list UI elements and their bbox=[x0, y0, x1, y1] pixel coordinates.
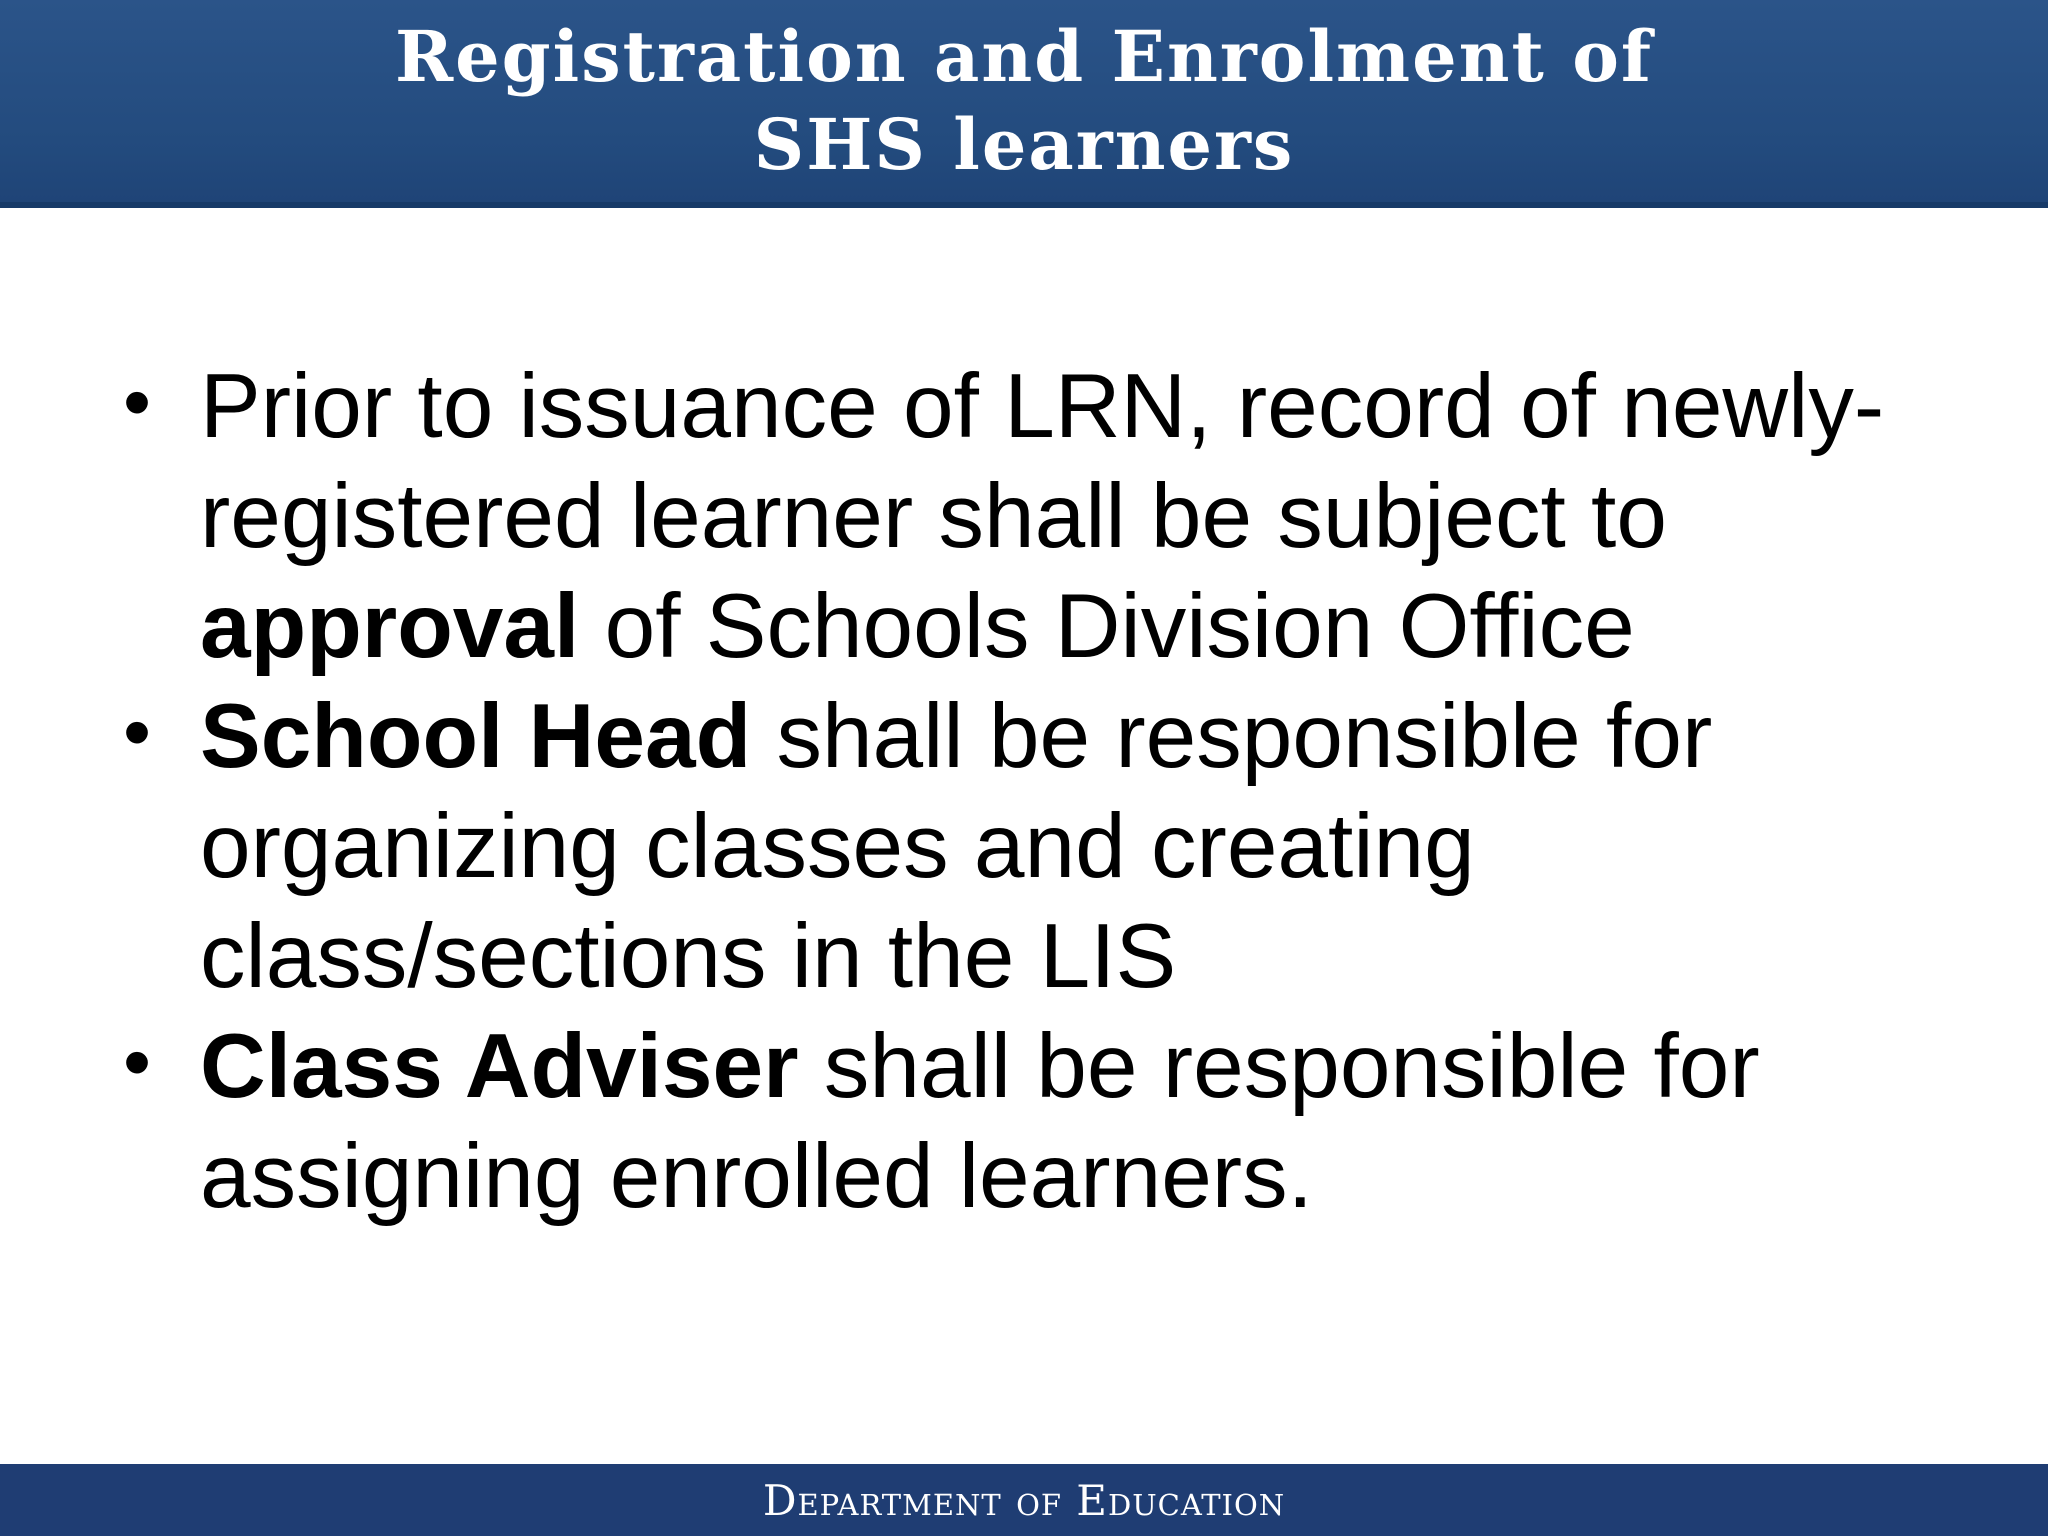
bullet-dot-icon: • bbox=[123, 687, 152, 776]
bullet-item-school-head bbox=[118, 682, 1948, 1012]
footer-label: Department of Education bbox=[762, 1475, 1286, 1525]
title-bar bbox=[0, 0, 2048, 208]
bullet-text: registered learner shall be subject to bbox=[200, 466, 1667, 567]
footer-bar bbox=[0, 1464, 2048, 1536]
title-line-2: SHS learners bbox=[753, 103, 1295, 186]
bullet-item-lrn-approval bbox=[118, 352, 1948, 682]
bullet-text: of Schools Division Office bbox=[579, 576, 1635, 677]
bullet-text-line bbox=[200, 682, 1948, 792]
bold-term: School Head bbox=[200, 686, 752, 787]
bullet-dot-icon: • bbox=[123, 357, 152, 446]
bullet-dot-icon: • bbox=[123, 1017, 152, 1106]
bullet-text: assigning enrolled learners. bbox=[200, 1126, 1313, 1227]
bullet-item-class-adviser bbox=[118, 1012, 1948, 1232]
bullet-text: organizing classes and creating bbox=[200, 796, 1475, 897]
bold-term: Class Adviser bbox=[200, 1016, 799, 1117]
title-line-1: Registration and Enrolment of bbox=[394, 15, 1654, 98]
bullet-text: shall be responsible for bbox=[751, 686, 1713, 787]
bullet-text: Prior to issuance of LRN, record of newly- bbox=[200, 356, 1885, 457]
bold-term: approval bbox=[200, 576, 580, 677]
bullet-list bbox=[118, 352, 1948, 1232]
bullet-text: shall be responsible for bbox=[798, 1016, 1760, 1117]
bullet-text-line bbox=[200, 572, 1948, 682]
bullet-text-line bbox=[200, 1012, 1948, 1122]
bullet-text: class/sections in the LIS bbox=[200, 906, 1177, 1007]
